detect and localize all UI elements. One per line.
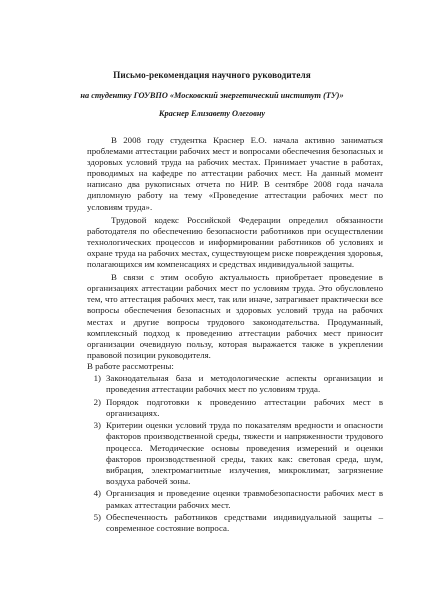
- list-item-number: 1): [93, 372, 101, 383]
- list-item-text: Законодательная база и методологические аспекты организации и проведения аттестации рабочих мест по условиям труда.: [106, 372, 383, 395]
- list-item-number: 5): [93, 512, 101, 523]
- list-item-number: 3): [93, 420, 101, 431]
- paragraph: В связи с этим особую актуальность приобретает проведение в организациях аттестации рабочих мест по условиям труда. Это обусловлено тем, что аттестация рабочих мест, так или иначе, затрагивает практически все вопросы обеспечения безопасных и здоровых условий труда на рабочих местах и другие вопросы трудового законодательства. Продуманный, комплексный подход к проведению аттестации рабочих мест приносит организации очевидную пользу, которая выражается также в укреплении правовой позиции руководителя.: [87, 272, 383, 360]
- list-item: [87, 420, 383, 487]
- list-item: [87, 397, 383, 419]
- document-subtitle-student: Краснер Елизавету Олеговну: [158, 109, 266, 118]
- document-body: [87, 135, 383, 536]
- list-intro: В работе рассмотрены:: [87, 360, 174, 371]
- list-item: [87, 512, 383, 534]
- list-item: [87, 373, 383, 395]
- document-title: Письмо-рекомендация научного руководителя: [113, 70, 311, 80]
- list-item: [87, 488, 383, 510]
- list-item-number: 4): [93, 488, 101, 499]
- list-item-text: Организация и проведение оценки травмобезопасности рабочих мест в рамках аттестации рабочих мест.: [106, 488, 383, 510]
- list-item-text: Критерии оценки условий труда по показателям вредности и опасности факторов производственной среды, тяжести и напряженности трудового процесса. Методические основы проведения измерений и оценки факторов производственной среды, таких как: световая среда, шум, вибрация, электромагнитные излучения, микроклимат, загрязнение воздуха рабочей зоны.: [106, 420, 383, 486]
- list-item-text: Обеспеченность работников средствами индивидуальной защиты – современное состояние вопроса.: [106, 512, 383, 534]
- paragraph: Трудовой кодекс Российской Федерации определил обязанности работодателя по обеспечению безопасности работников при осуществлении технологических процессов и информировании работников об условиях и охране труда на рабочих местах, существующем риске повреждения здоровья, полагающихся им компенсациях и средствах индивидуальной защиты.: [87, 214, 384, 270]
- list-item-text: Порядок подготовки к проведению аттестации рабочих мест в организациях.: [106, 396, 383, 418]
- paragraph: В 2008 году студентка Краснер Е.О. начала активно заниматься проблемами аттестации рабочих мест и вопросами обеспечения безопасных и здоровых условий труда на рабочих местах. Принимает участие в работах, проводимых на кафедре по аттестации рабочих мест. На данный момент написано два рукописных отчета по НИР. В сентябре 2008 года начала дипломную работу на тему «Проведение аттестации рабочих мест по условиям труда».: [87, 135, 383, 212]
- document-subtitle-recipient: на студентку ГОУВПО «Московский энергетический институт (ТУ)»: [80, 91, 344, 100]
- topics-list: [87, 373, 383, 534]
- list-item-number: 2): [93, 396, 101, 407]
